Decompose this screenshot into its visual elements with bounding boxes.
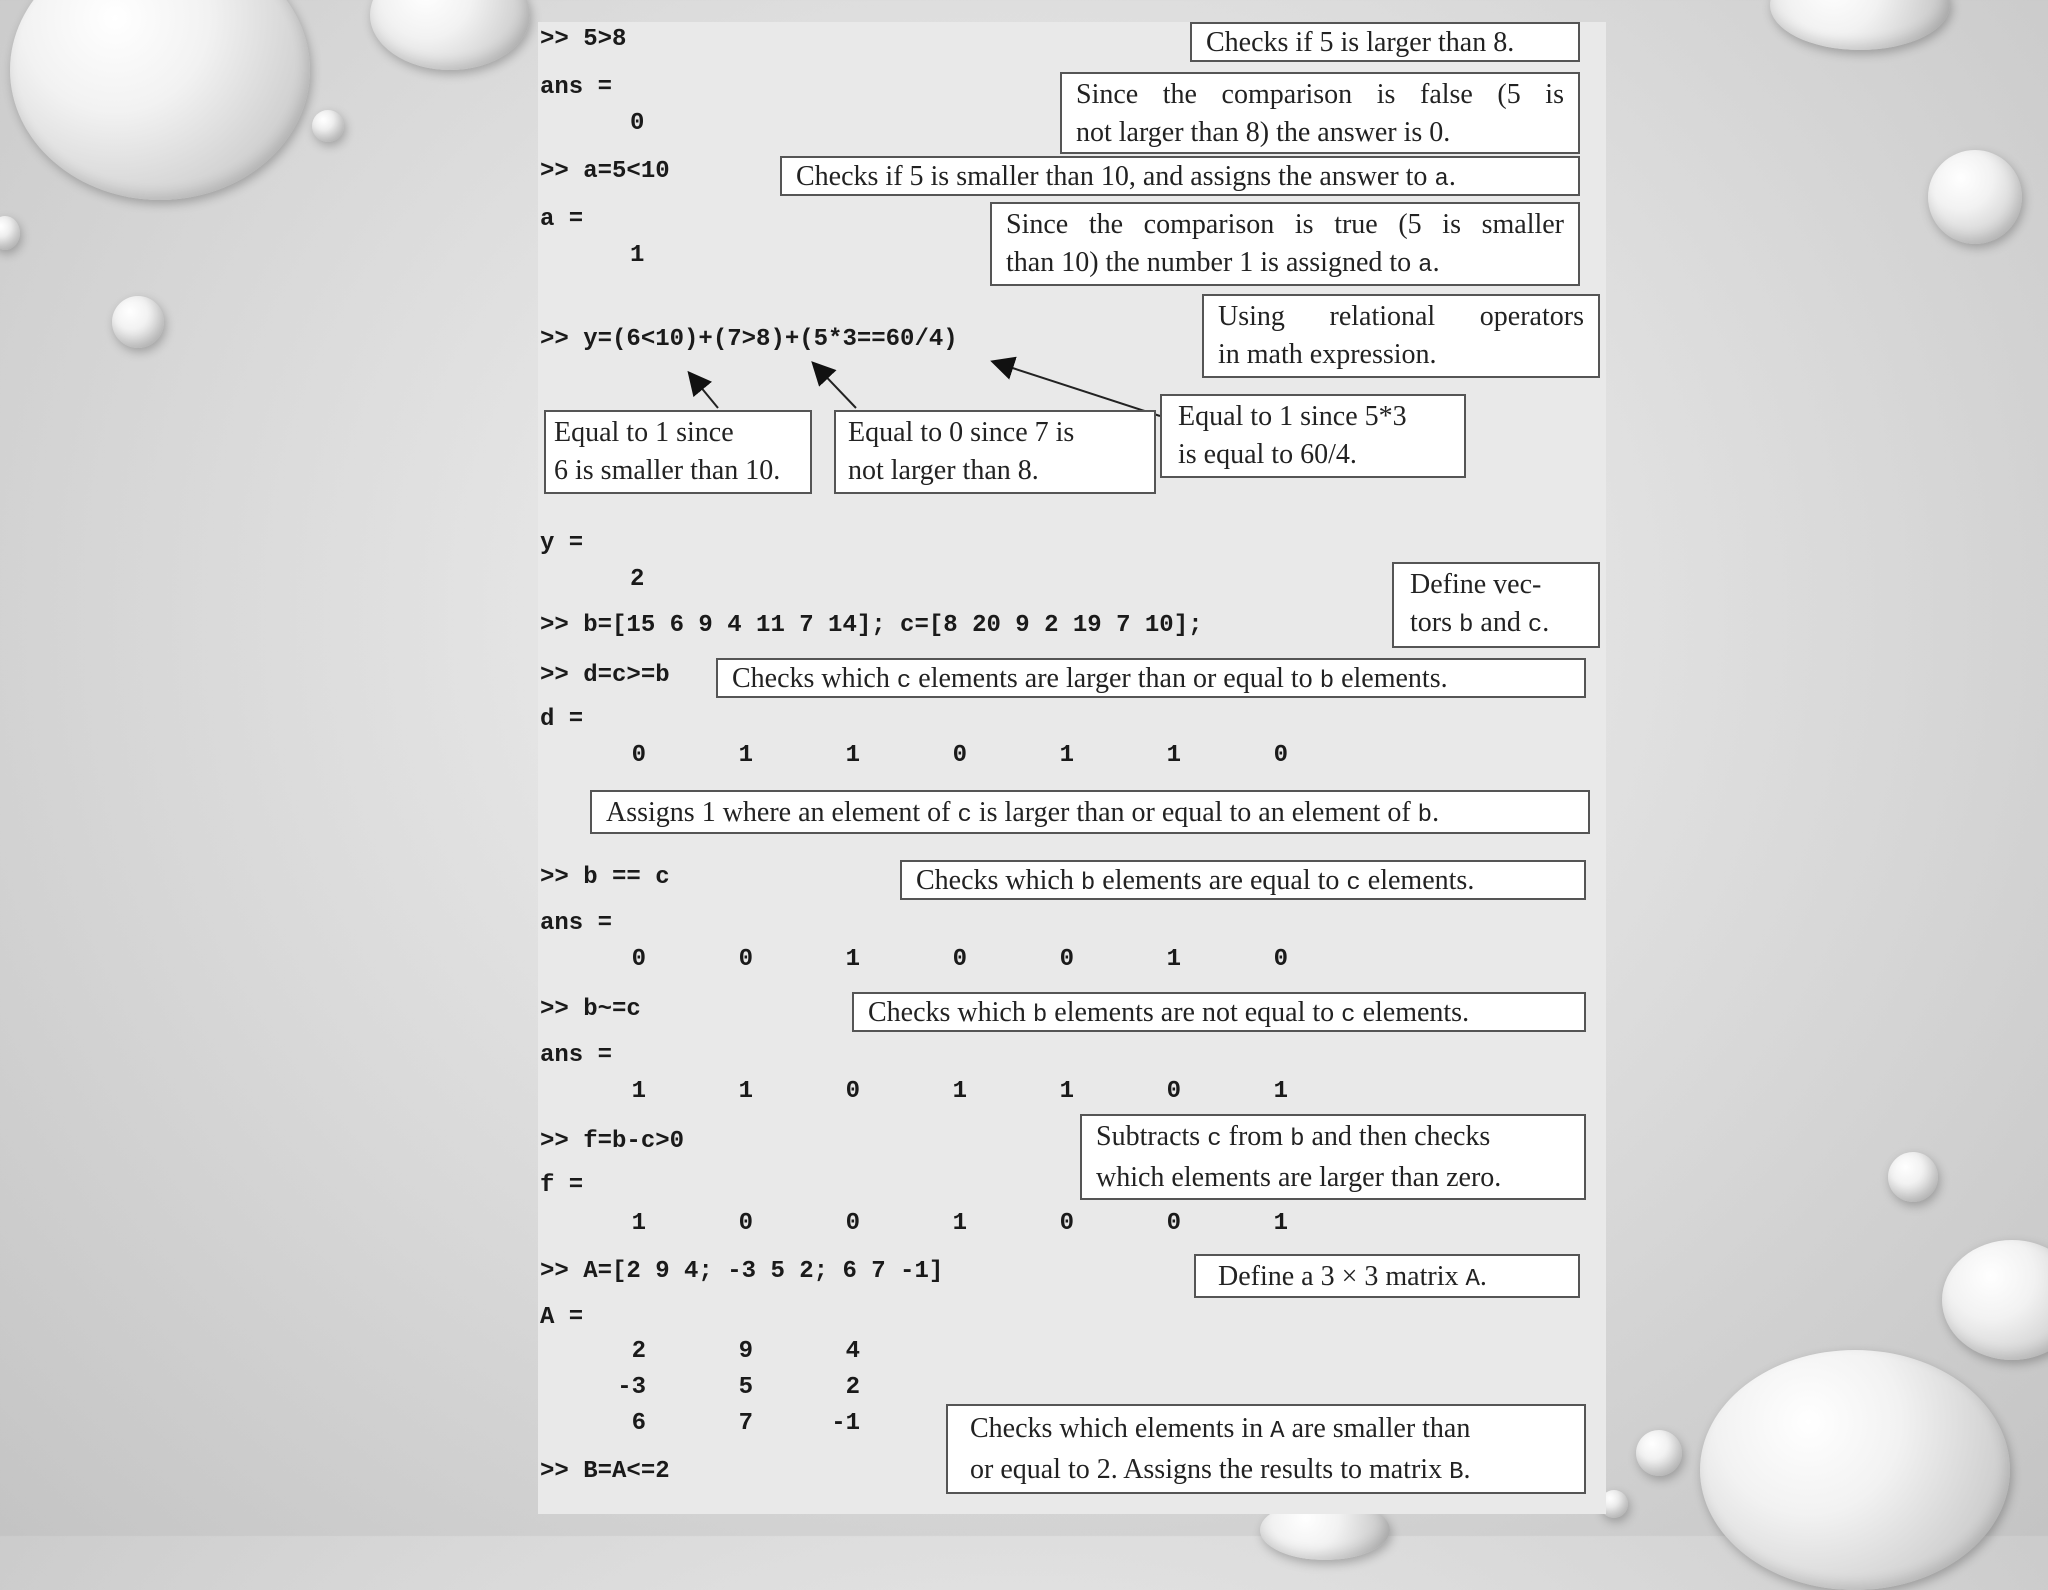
note-subtracts <box>1080 1114 1586 1200</box>
ans-value: 1 <box>631 1078 646 1105</box>
note-text: elements. <box>1334 663 1448 694</box>
ans-value: 1 <box>1059 1078 1074 1105</box>
note-variable: a <box>1434 166 1449 193</box>
f-value: 0 <box>1166 1210 1181 1237</box>
f-value: 1 <box>952 1210 967 1237</box>
note-variable: b <box>1032 1002 1048 1029</box>
a-value: 1 <box>630 242 645 269</box>
note-assigns-1 <box>590 790 1590 834</box>
y-label: y = <box>540 530 584 557</box>
note-define-vectors <box>1392 562 1600 648</box>
d-value: 0 <box>952 742 967 769</box>
matrix-A-value: 4 <box>845 1338 860 1365</box>
d-value: 1 <box>738 742 753 769</box>
note-text: Checks which <box>732 663 897 694</box>
d-value: 1 <box>1166 742 1181 769</box>
f-value: 0 <box>845 1210 860 1237</box>
note-text: Define vec- <box>1410 569 1542 600</box>
water-drop <box>1928 150 2022 244</box>
ans-value: 0 <box>845 1078 860 1105</box>
note-text: is larger than or equal to an element of <box>971 797 1418 828</box>
note-text: and <box>1473 607 1528 638</box>
command-5gt8: >> 5>8 <box>540 26 627 53</box>
f-value: 0 <box>1059 1210 1074 1237</box>
f-value: 1 <box>1273 1210 1288 1237</box>
note-variable: A <box>1270 1418 1285 1445</box>
note-line <box>1006 244 1564 285</box>
note-text: not larger than 8. <box>848 455 1039 486</box>
note-text: in math expression. <box>1218 339 1437 370</box>
note-line <box>970 1410 1570 1451</box>
d-value: 1 <box>1059 742 1074 769</box>
matrix-A-value: 7 <box>738 1410 753 1437</box>
note-checks-5-gt-8 <box>1190 22 1580 62</box>
note-text: . <box>1432 797 1440 828</box>
water-drop <box>1942 1240 2048 1360</box>
command-b-eq-c: >> b == c <box>540 864 670 891</box>
note-line <box>1410 604 1586 645</box>
ans-value: 0 <box>1166 1078 1181 1105</box>
note-text: Checks if 5 is larger than 8. <box>1206 27 1515 58</box>
command-B: >> B=A<=2 <box>540 1458 670 1485</box>
water-drop <box>1636 1430 1682 1476</box>
note-text: which elements are larger than zero. <box>1096 1162 1502 1193</box>
note-text: Checks which <box>916 865 1081 896</box>
note-variable: c <box>1207 1126 1222 1153</box>
note-text: Checks which <box>868 997 1033 1028</box>
note-A-le-2 <box>946 1404 1586 1494</box>
f-label: f = <box>540 1172 584 1199</box>
note-text: Define a 3 × 3 matrix <box>1218 1261 1466 1292</box>
ans-value: 0 <box>630 110 645 137</box>
note-text: Since the comparison is false (5 is <box>1076 79 1564 110</box>
ans-value: 0 <box>1059 946 1074 973</box>
ans-value: 0 <box>631 946 646 973</box>
note-variable: b <box>1080 870 1096 897</box>
command-f: >> f=b-c>0 <box>540 1128 685 1155</box>
note-checks-5-lt-10 <box>780 156 1580 196</box>
ans-value: 1 <box>738 1078 753 1105</box>
water-drop <box>1770 0 1950 50</box>
note-variable: c <box>1341 1002 1356 1029</box>
ans-value: 0 <box>1273 946 1288 973</box>
note-variable: b <box>1319 668 1335 695</box>
matrix-A-value: 5 <box>738 1374 753 1401</box>
note-text: Using relational operators <box>1218 301 1584 332</box>
note-text: and then checks <box>1304 1121 1491 1152</box>
f-value: 0 <box>738 1210 753 1237</box>
note-text: is equal to 60/4. <box>1178 439 1357 470</box>
ans-value: 1 <box>1273 1078 1288 1105</box>
note-comparison-false <box>1060 72 1580 154</box>
note-variable: B <box>1449 1459 1464 1486</box>
note-text: not larger than 8) the answer is 0. <box>1076 117 1451 148</box>
note-text: elements are not equal to <box>1047 997 1342 1028</box>
note-text: . <box>1463 1454 1471 1485</box>
arrow-to-5x3eq60d4 <box>994 362 1160 416</box>
matrix-A-value: 6 <box>631 1410 646 1437</box>
note-text: elements. <box>1360 865 1475 896</box>
water-drop <box>112 296 164 348</box>
note-text: . <box>1432 247 1440 278</box>
matrix-A-value: 2 <box>631 1338 646 1365</box>
d-value: 0 <box>1273 742 1288 769</box>
note-c-ge-b <box>716 658 1586 698</box>
y-value: 2 <box>630 566 645 593</box>
water-drop <box>1888 1152 1938 1202</box>
note-text: . <box>1448 161 1456 192</box>
note-variable: b <box>1290 1126 1305 1153</box>
A-label: A = <box>540 1304 584 1331</box>
note-variable: c <box>957 802 972 829</box>
note-relational-in-math <box>1202 294 1600 378</box>
command-a: >> a=5<10 <box>540 158 670 185</box>
command-define-b-c: >> b=[15 6 9 4 11 7 14]; c=[8 20 9 2 19 7 10]; <box>540 612 1203 639</box>
note-variable: c <box>1346 870 1361 897</box>
arrow-to-6lt10 <box>690 374 718 408</box>
note-variable: A <box>1465 1266 1480 1293</box>
water-drop <box>1700 1350 2010 1590</box>
note-comparison-true <box>990 202 1580 286</box>
ans-label: ans = <box>540 910 613 937</box>
note-variable: a <box>1418 252 1433 279</box>
note-text: 6 is smaller than 10. <box>554 455 781 486</box>
note-text: are smaller than <box>1284 1413 1471 1444</box>
matrix-A-value: 2 <box>845 1374 860 1401</box>
note-text: elements are larger than or equal to <box>911 663 1320 694</box>
ans-label: ans = <box>540 1042 613 1069</box>
note-7-gt-8 <box>834 410 1156 494</box>
matrix-A-value: -1 <box>831 1410 860 1437</box>
note-text: . <box>1479 1261 1487 1292</box>
note-variable: c <box>1527 612 1543 639</box>
note-variable: c <box>896 668 912 695</box>
note-text: Checks if 5 is smaller than 10, and assigns the answer to <box>796 161 1435 192</box>
water-drop <box>312 110 344 142</box>
note-b-eq-c <box>900 860 1586 900</box>
ans-value: 0 <box>952 946 967 973</box>
d-value: 1 <box>845 742 860 769</box>
note-text: elements are equal to <box>1095 865 1347 896</box>
d-value: 0 <box>631 742 646 769</box>
note-line <box>970 1451 1570 1492</box>
note-5x3-eq-60d4 <box>1160 394 1466 478</box>
ans-label: ans = <box>540 74 613 101</box>
note-b-ne-c <box>852 992 1586 1032</box>
command-A: >> A=[2 9 4; -3 5 2; 6 7 -1] <box>540 1258 944 1285</box>
water-drop <box>10 0 310 200</box>
arrow-to-7gt8 <box>814 364 856 408</box>
note-variable: b <box>1417 802 1433 829</box>
note-6-lt-10 <box>544 410 812 494</box>
note-text: Equal to 0 since 7 is <box>848 417 1075 448</box>
note-text: from <box>1221 1121 1291 1152</box>
note-text: or equal to 2. Assigns the results to matrix <box>970 1454 1450 1485</box>
water-drop <box>0 216 20 250</box>
note-text: Equal to 1 since <box>554 417 734 448</box>
matrix-A-value: -3 <box>617 1374 646 1401</box>
note-text: than 10) the number 1 is assigned to <box>1006 247 1419 278</box>
note-define-matrix <box>1194 1254 1580 1298</box>
note-variable: b <box>1459 612 1474 639</box>
ans-value: 1 <box>845 946 860 973</box>
command-y: >> y=(6<10)+(7>8)+(5*3==60/4) <box>540 326 958 353</box>
ans-value: 1 <box>1166 946 1181 973</box>
command-d: >> d=c>=b <box>540 662 670 689</box>
d-label: d = <box>540 706 584 733</box>
f-value: 1 <box>631 1210 646 1237</box>
note-text: Assigns 1 where an element of <box>606 797 958 828</box>
note-line <box>1096 1118 1570 1159</box>
note-text: Checks which elements in <box>970 1413 1271 1444</box>
note-text: Equal to 1 since 5*3 <box>1178 401 1407 432</box>
a-label: a = <box>540 206 584 233</box>
note-text: elements. <box>1355 997 1470 1028</box>
note-text: . <box>1542 607 1550 638</box>
ans-value: 0 <box>738 946 753 973</box>
note-text: Subtracts <box>1096 1121 1208 1152</box>
note-text: tors <box>1410 607 1459 638</box>
note-text: Since the comparison is true (5 is smaller <box>1006 209 1564 240</box>
command-b-ne-c: >> b~=c <box>540 996 641 1023</box>
ans-value: 1 <box>952 1078 967 1105</box>
matlab-relational-operators-panel <box>538 22 1606 1514</box>
matrix-A-value: 9 <box>738 1338 753 1365</box>
water-drop <box>370 0 530 70</box>
